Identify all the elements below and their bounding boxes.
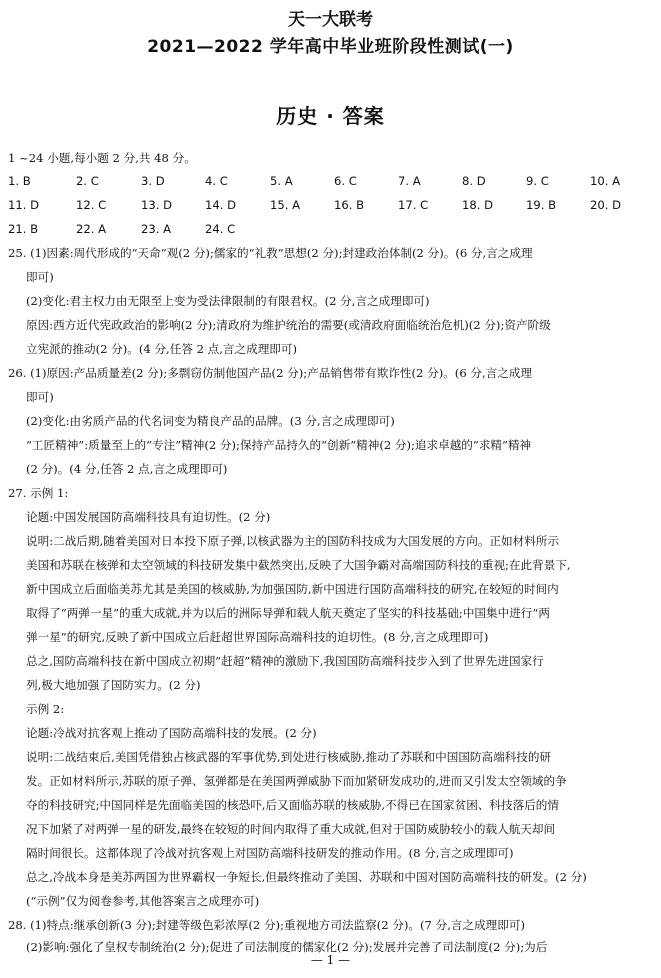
q25-line: 立宪派的推动(2 分)。(4 分,任答 2 点,言之成理即可) [26,342,298,356]
q27-line: 示例 2: [26,702,65,716]
q26-line: 26. (1)原因:产品质量差(2 分);多剽窃仿制他国产品(2 分);产品销售带有欺诈性(2 分)。(6 分,言之成理 [8,366,533,380]
q26-line: 即可) [26,390,54,404]
q27-line: 美国和苏联在核弹和太空领域的科技研发集中截然突出,反映了大国争霸对高端国防科技的重视;在此背景下, [26,558,571,572]
mc-answer: 5. A [270,174,293,188]
mc-answer: 6. C [334,174,357,188]
q27-line: 总之,冷战本身是美苏两国为世界霸权一争短长,但最终推动了美国、苏联和中国对国防高端科技的研发。(2 分) [26,870,587,884]
mc-answer: 7. A [398,174,421,188]
page-number: — 1 — [310,953,351,967]
q27-line: 说明:二战结束后,美国凭借独占核武器的军事优势,到处进行核威胁,推动了苏联和中国国防高端科技的研 [26,750,552,764]
q25-line: 即可) [26,270,54,284]
q26-line: (2)变化:由劣质产品的代名词变为精良产品的品牌。(3 分,言之成理即可) [26,414,395,428]
mc-answer: 14. D [205,198,237,212]
q27-line: 总之,国防高端科技在新中国成立初期“赶超”精神的激励下,我国国防高端科技步入到了世界先进国家行 [26,654,544,668]
mc-intro: 1 ~24 小题,每小题 2 分,共 48 分。 [8,151,196,165]
mc-answer: 4. C [205,174,228,188]
mc-answer: 22. A [76,222,107,236]
mc-answer: 13. D [141,198,173,212]
q27-line: 论题:冷战对抗客观上推动了国防高端科技的发展。(2 分) [26,726,317,740]
q25-line: (2)变化:君主权力由无限至上变为受法律限制的有限君权。(2 分,言之成理即可) [26,294,430,308]
q27-line: (“示例”仅为阅卷参考,其他答案言之成理亦可) [26,894,260,908]
q27-line: 列,极大地加强了国防实力。(2 分) [26,678,201,692]
mc-answer: 10. A [590,174,621,188]
mc-answer: 8. D [462,174,486,188]
mc-answer: 2. C [76,174,99,188]
q27-line: 夺的科技研究;中国同样是先面临美国的核恐吓,后又面临苏联的核威胁,不得已在国家贫困、科技落后的情 [26,798,559,812]
mc-answer: 1. B [8,174,31,188]
mc-answer: 9. C [526,174,549,188]
q27-line: 新中国成立后面临美苏尤其是美国的核威胁,为加强国防,新中国进行国防高端科技的研究,在较短的时间内 [26,582,559,596]
mc-answer: 15. A [270,198,301,212]
q27-line: 况下加紧了对两弹一星的研发,最终在较短的时间内取得了重大成就,但对于国防威胁较小的载人航天却间 [26,822,556,836]
mc-answer: 24. C [205,222,236,236]
q27-line: 隔时间很长。这都体现了冷战对抗客观上对国防高端科技研发的推动作用。(8 分,言之成理即可) [26,846,514,860]
q27-line: 弹一星”的研究,反映了新中国成立后赶超世界国际高端科技的迫切性。(8 分,言之成理即可) [26,630,489,644]
mc-answer: 19. B [526,198,557,212]
q26-line: (2 分)。(4 分,任答 2 点,言之成理即可) [26,462,228,476]
q25-line: 原因:西方近代宪政政治的影响(2 分);清政府为维护统治的需要(或清政府面临统治危机)(2 分);资产阶级 [26,318,551,332]
exam-title: 2021—2022 学年高中毕业班阶段性测试(一) [147,37,514,57]
q26-line: “工匠精神”:质量至上的“专注”精神(2 分);保持产品持久的“创新”精神(2 分);追求卓越的“求精”精神 [26,438,532,452]
mc-answer: 11. D [8,198,40,212]
mc-answer: 17. C [398,198,429,212]
mc-answer: 12. C [76,198,107,212]
mc-answer: 18. D [462,198,494,212]
organizer-title: 天一大联考 [288,10,373,30]
subject-title: 历史 · 答案 [276,104,385,128]
mc-answer: 16. B [334,198,365,212]
q28-line: (2)影响:强化了皇权专制统治(2 分);促进了司法制度的儒家化(2 分);发展并完善了司法制度(2 分);为后 [26,940,548,954]
mc-answer: 3. D [141,174,165,188]
mc-answer: 21. B [8,222,39,236]
q25-line: 25. (1)因素:周代形成的“天命”观(2 分);儒家的“礼教”思想(2 分);封建政治体制(2 分)。(6 分,言之成理 [8,246,533,260]
q27-line: 取得了“两弹一星”的重大成就,并为以后的洲际导弹和载人航天奠定了坚实的科技基础;中国集中进行“两 [26,606,550,620]
mc-answer: 23. A [141,222,172,236]
q27-line: 发。正如材料所示,苏联的原子弹、氢弹都是在美国两弹威胁下而加紧研发成功的,进而又引发太空领域的争 [26,774,567,788]
q28-line: 28. (1)特点:继承创新(3 分);封建等级色彩浓厚(2 分);重视地方司法监察(2 分)。(7 分,言之成理即可) [8,918,525,932]
q27-line: 27. 示例 1: [8,486,69,500]
mc-answer: 20. D [590,198,622,212]
q27-line: 说明:二战后期,随着美国对日本投下原子弹,以核武器为主的国防科技成为大国发展的方向。正如材料所示 [26,534,559,548]
q27-line: 论题:中国发展国防高端科技具有迫切性。(2 分) [26,510,271,524]
